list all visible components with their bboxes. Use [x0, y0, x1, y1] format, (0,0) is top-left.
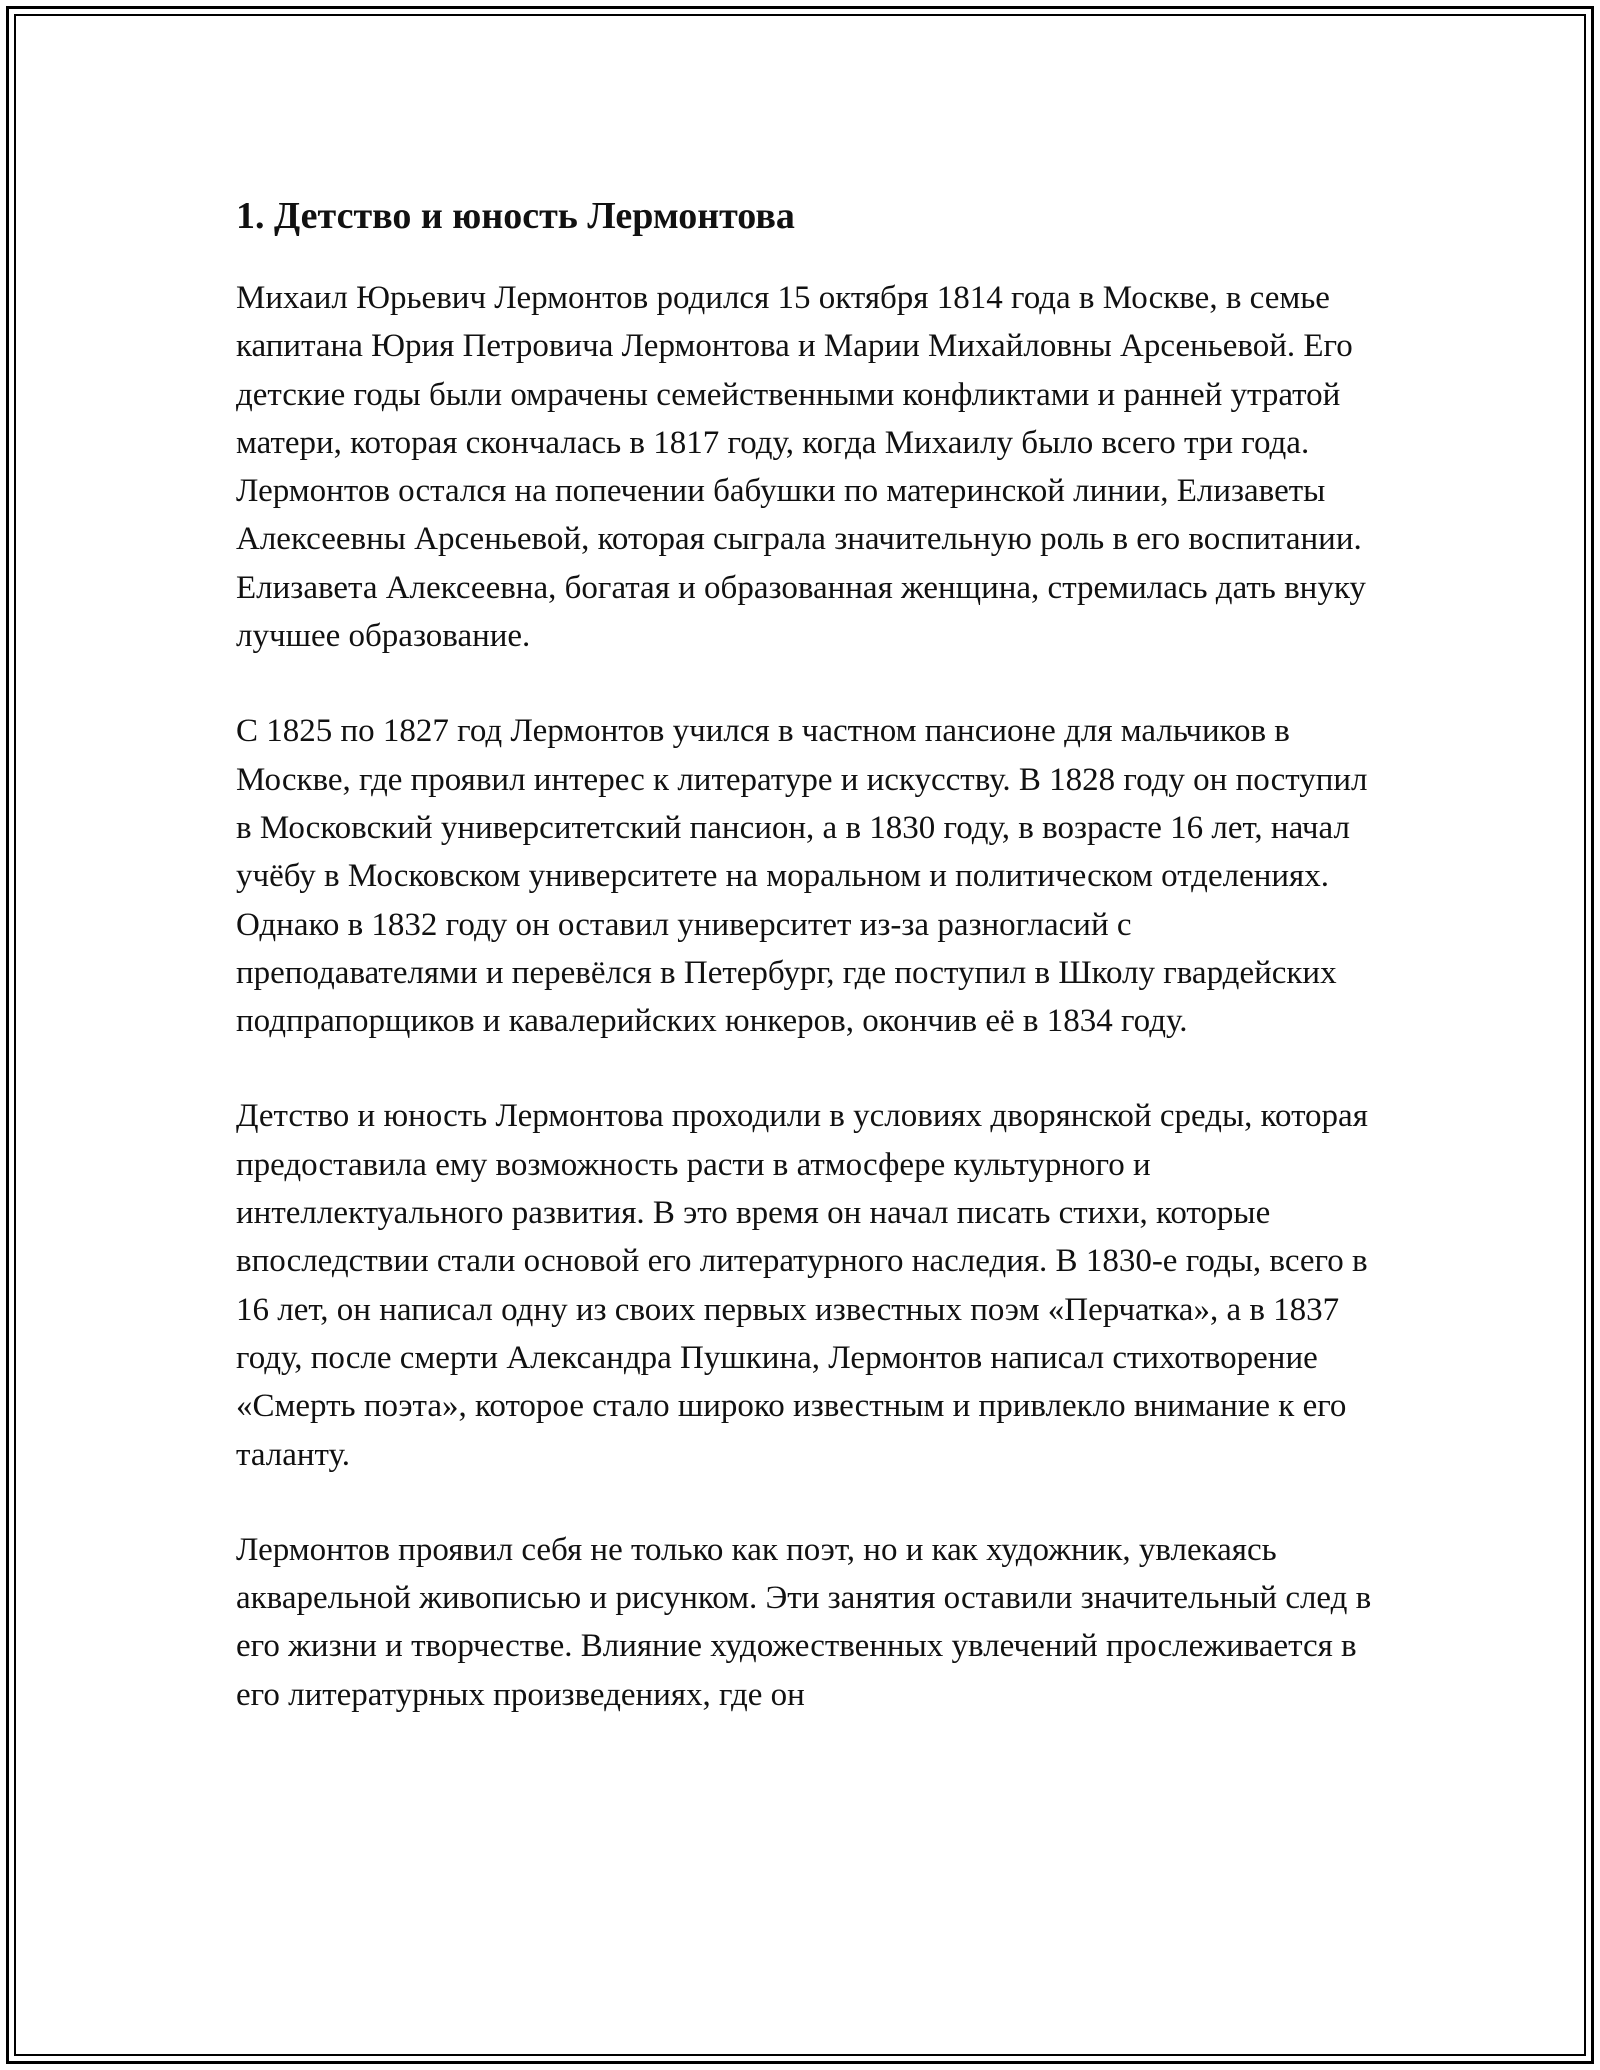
- paragraph-3: Детство и юность Лермонтова проходили в условиях дворянской среды, которая предоставила ему возможность расти в атмосфере культурного и интеллектуального развития. В это время он начал писать стихи, которые впоследствии стали основой его литературного наследия. В 1830-е годы, всего в 16 лет, он написал одну из своих первых известных поэм «Перчатка», а в 1837 году, после смерти Александра Пушкина, Лермонтов написал стихотворение «Смерть поэта», которое стало широко известным и привлекло внимание к его таланту.: [236, 1098, 1368, 1473]
- document-body: [236, 188, 1376, 1766]
- paragraph-2: С 1825 по 1827 год Лермонтов учился в частном пансионе для мальчиков в Москве, где проявил интерес к литературе и искусству. В 1828 году он поступил в Московский университетский пансион, а в 1830 году, в возрасте 16 лет, начал учёбу в Московском университете на моральном и политическом отделениях. Однако в 1832 году он оставил университет из-за разногласий с преподавателями и перевёлся в Петербург, где поступил в Школу гвардейских подпрапорщиков и кавалерийских юнкеров, окончив её в 1834 году.: [236, 713, 1368, 1040]
- section-heading: 1. Детство и юность Лермонтова: [236, 195, 795, 237]
- paragraph-4: Лермонтов проявил себя не только как поэт, но и как художник, увлекаясь акварельной живописью и рисунком. Эти занятия оставили значительный след в его жизни и творчестве. Влияние художественных увлечений прослеживается в его литературных произведениях, где он: [236, 1531, 1372, 1713]
- paragraph-1: Михаил Юрьевич Лермонтов родился 15 октября 1814 года в Москве, в семье капитана Юрия Петровича Лермонтова и Марии Михайловны Арсеньевой. Его детские годы были омрачены семейственными конфликтами и ранней утратой матери, которая скончалась в 1817 году, когда Михаилу было всего три года. Лермонтов остался на попечении бабушки по материнской линии, Елизаветы Алексеевны Арсеньевой, которая сыграла значительную роль в его воспитании. Елизавета Алексеевна, богатая и образованная женщина, стремилась дать внуку лучшее образование.: [236, 280, 1366, 655]
